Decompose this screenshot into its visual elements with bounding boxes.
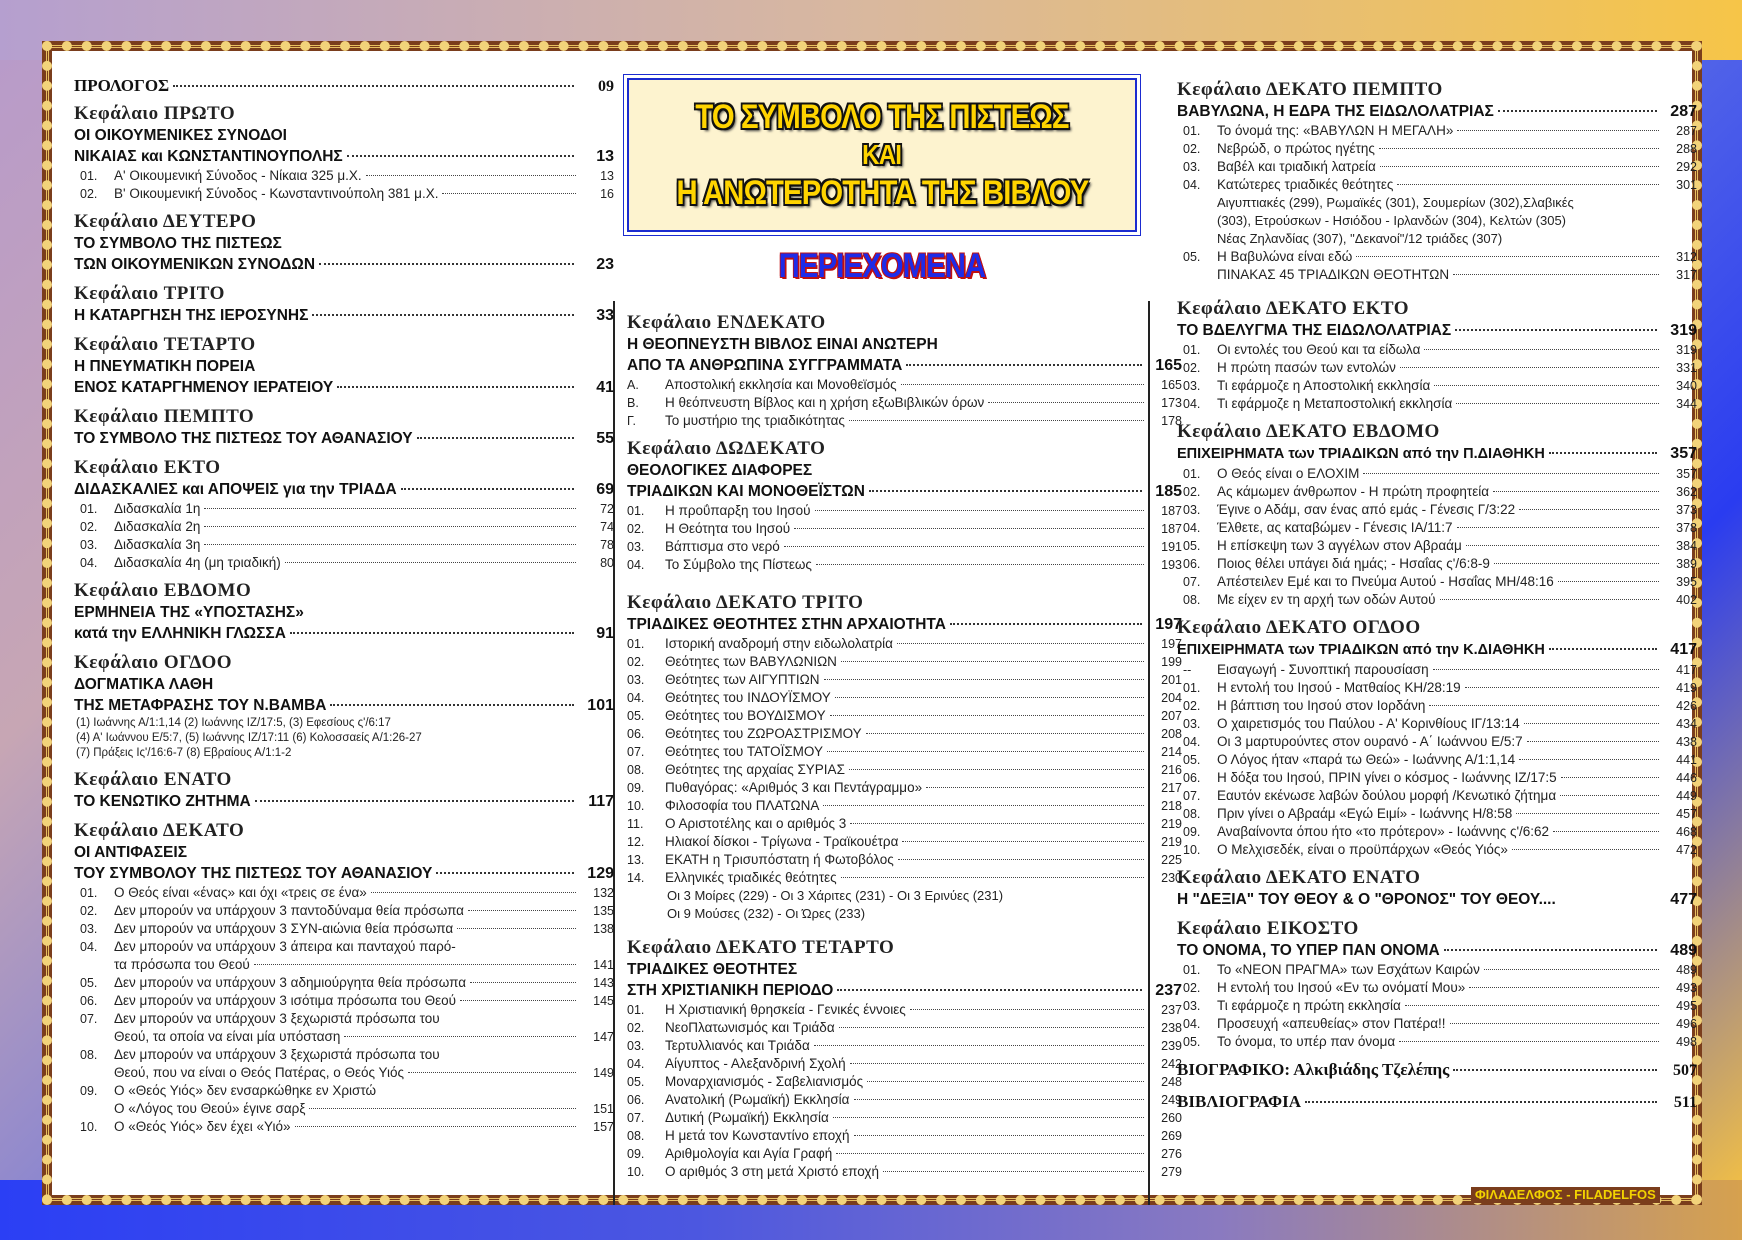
chapter-heading: Κεφάλαιο ΕΝΔΕΚΑΤΟ (627, 312, 826, 333)
author-signature: ΦΙΛΑΔΕΛΦΟΣ - FILADELFOS (1471, 1187, 1660, 1203)
toc-item[interactable]: 02. Δεν μπορούν να υπάρχουν 3 παντοδύναμα θεία πρόσωπα 135 (80, 903, 614, 918)
toc-item[interactable]: 09. Αριθμολογία και Αγία Γραφή 276 (627, 1146, 1182, 1161)
toc-item[interactable]: -- Εισαγωγή - Συνοπτική παρουσίαση 417 (1183, 662, 1697, 677)
chapter-13 (627, 592, 1182, 923)
biography-entry[interactable]: ΒΙΟΓΡΑΦΙΚΟ: Αλκιβιάδης Τζελέπης 507 (1177, 1060, 1697, 1079)
chapter-title: ΟΙ ΟΙΚΟΥΜΕΝΙΚΕΣ ΣΥΝΟΔΟΙ (74, 127, 287, 144)
toc-item[interactable]: 03. Βαβέλ και τριαδική λατρεία 292 (1183, 159, 1697, 174)
chapter-heading: Κεφάλαιο ΕΚΤΟ (74, 457, 221, 478)
toc-item[interactable]: 02. Ας κάμωμεν άνθρωπον - Η πρώτη προφητεία 362 (1183, 484, 1697, 499)
chapter-title: ΕΡΜΗΝΕΙΑ ΤΗΣ «ΥΠΟΣΤΑΣΗΣ» (74, 604, 304, 621)
chapter-3 (74, 283, 614, 326)
chapter-heading: Κεφάλαιο ΤΡΙΤΟ (74, 283, 225, 304)
toc-item[interactable]: 02. Η πρώτη πασών των εντολών 331 (1183, 360, 1697, 375)
toc-item[interactable]: 07. Δεν μπορούν να υπάρχουν 3 ξεχωριστά πρόσωπα του (80, 1011, 440, 1026)
toc-item[interactable]: Ο «Λόγος του Θεού» έγινε σαρξ 151 (114, 1101, 614, 1116)
chapter-title-entry[interactable]: ΕΠΙΧΕΙΡΗΜΑΤΑ των ΤΡΙΑΔΙΚΩΝ από την Κ.ΔΙΑΘΗΚΗ 417 (1177, 641, 1697, 658)
toc-item[interactable]: 13. ΕΚΑΤΗ η Τρισυπόστατη ή Φωτοβόλος 225 (627, 852, 1182, 867)
chapter-heading: Κεφάλαιο ΔΩΔΕΚΑΤΟ (627, 438, 826, 459)
toc-item[interactable]: 08. Δεν μπορούν να υπάρχουν 3 ξεχωριστά πρόσωπα του (80, 1047, 440, 1062)
chapter-heading: Κεφάλαιο ΕΙΚΟΣΤΟ (1177, 918, 1359, 939)
toc-item[interactable]: 04. Προσευχή «απευθείας» στον Πατέρα!! 496 (1183, 1016, 1697, 1031)
toc-item[interactable]: Α. Αποστολική εκκλησία και Μονοθεϊσμός 165 (627, 377, 1182, 392)
chapter-title-entry[interactable]: ΤΟ ΣΥΜΒΟΛΟ ΤΗΣ ΠΙΣΤΕΩΣ ΤΟΥ ΑΘΑΝΑΣΙΟΥ 55 (74, 430, 614, 447)
toc-item[interactable]: 05. Η Βαβυλώνα είναι εδώ 312 (1183, 249, 1697, 264)
reference-note: (7) Πράξεις Ις'/16:6-7 (8) Εβραίους Α/1:1-2 (76, 747, 292, 759)
toc-item[interactable]: 05. Δεν μπορούν να υπάρχουν 3 αδημιούργητα θεία πρόσωπα 143 (80, 975, 614, 990)
toc-item[interactable]: 03. Έγινε ο Αδάμ, σαν ένας από εμάς - Γένεσις Γ/3:22 373 (1183, 502, 1697, 517)
reference-note: (1) Ιωάννης Α/1:1,14 (2) Ιωάννης ΙΖ/17:5, (3) Εφεσίους ς'/6:17 (76, 717, 391, 729)
chapter-title-entry[interactable]: ΕΠΙΧΕΙΡΗΜΑΤΑ των ΤΡΙΑΔΙΚΩΝ από την Π.ΔΙΑΘΗΚΗ 357 (1177, 445, 1697, 462)
chapter-title: ΤΟ ΣΥΜΒΟΛΟ ΤΗΣ ΠΙΣΤΕΩΣ (74, 235, 282, 252)
toc-item[interactable]: 09. Ο «Θεός Υιός» δεν ενσαρκώθηκε εν Χριστώ (80, 1083, 377, 1098)
reference-note: (4) Α' Ιωάννου Ε/5:7, (5) Ιωάννης ΙΖ/17:11 (6) Κολοσσαείς Α/1:26-27 (76, 732, 422, 744)
toc-item[interactable]: 14. Ελληνικές τριαδικές θεότητες 230 (627, 870, 1182, 885)
chapter-6 (74, 457, 614, 572)
chapter-title-entry[interactable]: ΤΡΙΑΔΙΚΩΝ ΚΑΙ ΜΟΝΟΘΕΪΣΤΩΝ 185 (627, 483, 1182, 500)
toc-item[interactable]: 05. Θεότητες του ΒΟΥΔΙΣΜΟΥ 207 (627, 708, 1182, 723)
toc-item[interactable]: 09. Πυθαγόρας: «Αριθμός 3 και Πεντάγραμμο» 217 (627, 780, 1182, 795)
toc-item[interactable]: 02. Νεβρώδ, ο πρώτος ηγέτης 288 (1183, 141, 1697, 156)
chapter-10 (74, 820, 614, 1136)
chapter-19 (1177, 867, 1697, 910)
chapter-title-entry[interactable]: Η "ΔΕΞΙΑ" ΤΟΥ ΘΕΟΥ & Ο "ΘΡΟΝΟΣ" ΤΟΥ ΘΕΟΥ.... 477 (1177, 891, 1697, 908)
bibliography-entry[interactable]: ΒΙΒΛΙΟΓΡΑΦΙΑ 511 (1177, 1092, 1697, 1111)
toc-item[interactable]: τα πρόσωπα του Θεού 141 (114, 957, 614, 972)
chapter-1 (74, 103, 614, 203)
toc-item[interactable]: 12. Ηλιακοί δίσκοι - Τρίγωνα - Τραϊκουέτρα 219 (627, 834, 1182, 849)
toc-item[interactable]: 04. Οι 3 μαρτυρούντες στον ουρανό - Α΄ Ιωάννου Ε/5:7 438 (1183, 734, 1697, 749)
chapter-title-entry[interactable]: ΤΡΙΑΔΙΚΕΣ ΘΕΟΤΗΤΕΣ ΣΤΗΝ ΑΡΧΑΙΟΤΗΤΑ 197 (627, 616, 1182, 633)
toc-column-2 (627, 306, 1182, 1189)
chapter-title-entry[interactable]: ΣΤΗ ΧΡΙΣΤΙΑΝΙΚΗ ΠΕΡΙΟΔΟ 237 (627, 982, 1182, 999)
toc-item[interactable]: 01. Οι εντολές του Θεού και τα είδωλα 319 (1183, 342, 1697, 357)
toc-item[interactable]: 01. Το όνομά της: «ΒΑΒΥΛΩΝ Η ΜΕΓΑΛΗ» 287 (1183, 123, 1697, 138)
toc-item[interactable]: 03. Ο χαιρετισμός του Παύλου - Α' Κορινθίους ΙΓ/13:14 434 (1183, 716, 1697, 731)
chapter-5 (74, 406, 614, 449)
chapter-title: ΘΕΟΛΟΓΙΚΕΣ ΔΙΑΦΟΡΕΣ (627, 462, 813, 479)
toc-subitem: Αιγυπτιακές (299), Ρωμαϊκές (301), Σουμερίων (302),Σλαβικές (1217, 195, 1574, 210)
toc-item[interactable]: 08. Πριν γίνει ο Αβραάμ «Εγώ Ειμί» - Ιωάννης Η/8:58 457 (1183, 806, 1697, 821)
toc-item[interactable]: 02. ΝεοΠλατωνισμός και Τριάδα 238 (627, 1020, 1182, 1035)
toc-item[interactable]: 10. Ο Μελχισεδέκ, είναι ο προϋπάρχων «Θεός Υιός» 472 (1183, 842, 1697, 857)
chapter-15 (1177, 79, 1697, 284)
toc-item[interactable]: 08. Θεότητες της αρχαίας ΣΥΡΙΑΣ 216 (627, 762, 1182, 777)
chapter-2 (74, 211, 614, 275)
book-title-box (627, 78, 1137, 232)
chapter-title-entry[interactable]: κατά την ΕΛΛΗΝΙΚΗ ΓΛΩΣΣΑ 91 (74, 625, 614, 642)
toc-column-3 (1177, 73, 1697, 1113)
toc-item[interactable]: 04. Διδασκαλία 4η (μη τριαδική) 80 (80, 555, 614, 570)
chapter-heading: Κεφάλαιο ΔΕΚΑΤΟ (74, 820, 245, 841)
toc-subitem: (303), Ετρούσκων - Ησιόδου - Ιρλανδών (304), Κελτών (305) (1217, 213, 1567, 228)
toc-item[interactable]: Θεού, τα οποία να είναι μία υπόσταση 147 (114, 1029, 614, 1044)
chapter-heading: Κεφάλαιο ΔΕΚΑΤΟ ΕΚΤΟ (1177, 298, 1410, 319)
toc-item[interactable]: 03. Τι εφάρμοζε η Αποστολική εκκλησία 340 (1183, 378, 1697, 393)
chapter-heading: Κεφάλαιο ΔΕΚΑΤΟ ΤΡΙΤΟ (627, 592, 864, 613)
chapter-title: Η ΘΕΟΠΝΕΥΣΤΗ ΒΙΒΛΟΣ ΕΙΝΑΙ ΑΝΩΤΕΡΗ (627, 336, 938, 353)
contents-heading: ΠΕΡΙΕΧΟΜΕΝΑ (778, 247, 986, 285)
toc-item[interactable]: 01. Διδασκαλία 1η 72 (80, 501, 614, 516)
toc-item[interactable]: 04. Αίγυπτος - Αλεξανδρινή Σχολή 242 (627, 1056, 1182, 1071)
chapter-heading: Κεφάλαιο ΕΝΑΤΟ (74, 769, 232, 790)
chapter-title: ΤΡΙΑΔΙΚΕΣ ΘΕΟΤΗΤΕΣ (627, 961, 798, 978)
chapter-title-entry[interactable]: ΑΠΟ ΤΑ ΑΝΘΡΩΠΙΝΑ ΣΥΓΓΡΑΜΜΑΤΑ 165 (627, 357, 1182, 374)
toc-item[interactable]: 01. Η Χριστιανική θρησκεία - Γενικές έννοιες 237 (627, 1002, 1182, 1017)
toc-subitem: Οι 3 Μοίρες (229) - Οι 3 Χάριτες (231) - Οι 3 Ερινύες (231) (667, 888, 1004, 903)
chapter-16 (1177, 298, 1697, 413)
chapter-heading: Κεφάλαιο ΠΡΩΤΟ (74, 103, 236, 124)
toc-item[interactable]: 08. Η μετά τον Κωνσταντίνο εποχή 269 (627, 1128, 1182, 1143)
toc-item[interactable]: 06. Δεν μπορούν να υπάρχουν 3 ισότιμα πρόσωπα του Θεού 145 (80, 993, 614, 1008)
toc-item[interactable]: 01. Ο Θεός είναι «ένας» και όχι «τρεις σε ένα» 132 (80, 885, 614, 900)
toc-item[interactable]: 02. Η εντολή του Ιησού «Εν τω ονόματί Μου» 493 (1183, 980, 1697, 995)
toc-item[interactable]: 02. Η βάπτιση του Ιησού στον Ιορδάνη 426 (1183, 698, 1697, 713)
chapter-heading: Κεφάλαιο ΔΕΚΑΤΟ ΠΕΜΠΤΟ (1177, 79, 1443, 100)
chapter-14 (627, 937, 1182, 1181)
toc-item[interactable]: 02. Θεότητες των ΒΑΒΥΛΩΝΙΩΝ 199 (627, 654, 1182, 669)
toc-item[interactable]: 07. Δυτική (Ρωμαϊκή) Εκκλησία 260 (627, 1110, 1182, 1125)
toc-subitem: Οι 9 Μούσες (232) - Οι Ώρες (233) (667, 906, 866, 921)
chapter-12 (627, 438, 1182, 574)
toc-subitem: Νέας Ζηλανδίας (307), "Δεκανοί"/12 τριάδες (307) (1217, 231, 1503, 246)
book-title-line-1: ΤΟ ΣΥΜΒΟΛΟ ΤΗΣ ΠΙΣΤΕΩΣ (695, 98, 1069, 136)
chapter-7 (74, 580, 614, 644)
book-title-line-3: Η ΑΝΩΤΕΡΟΤΗΤΑ ΤΗΣ ΒΙΒΛΟΥ (676, 174, 1088, 212)
chapter-heading: Κεφάλαιο ΤΕΤΑΡΤΟ (74, 334, 256, 355)
chapter-title-entry[interactable]: ΝΙΚΑΙΑΣ και ΚΩΝΣΤΑΝΤΙΝΟΥΠΟΛΗΣ 13 (74, 148, 614, 165)
toc-item[interactable]: 03. Διδασκαλία 3η 78 (80, 537, 614, 552)
toc-item[interactable]: 04. Δεν μπορούν να υπάρχουν 3 άπειρα και πανταχού παρό- (80, 939, 456, 954)
toc-item[interactable]: 05. Μοναρχιανισμός - Σαβελιανισμός 248 (627, 1074, 1182, 1089)
toc-item[interactable]: 01. Η εντολή του Ιησού - Ματθαίος ΚΗ/28:19 419 (1183, 680, 1697, 695)
toc-column-1 (74, 59, 614, 1144)
chapter-17 (1177, 421, 1697, 609)
toc-item[interactable]: 10. Ο «Θεός Υιός» δεν έχει «Υιό» 157 (80, 1119, 614, 1134)
toc-item[interactable]: 10. Φιλοσοφία του ΠΛΑΤΩΝΑ 218 (627, 798, 1182, 813)
chapter-title-entry[interactable]: ΤΟ ΚΕΝΩΤΙΚΟ ΖΗΤΗΜΑ 117 (74, 793, 614, 810)
toc-item[interactable]: Β. Η θεόπνευστη Βίβλος και η χρήση εξωΒιβλικών όρων 173 (627, 395, 1182, 410)
chapter-title: ΟΙ ΑΝΤΙΦΑΣΕΙΣ (74, 844, 188, 861)
chapter-20 (1177, 918, 1697, 1051)
toc-item[interactable]: 03. Τερτυλλιανός και Τριάδα 239 (627, 1038, 1182, 1053)
chapter-heading: Κεφάλαιο ΟΓΔΟΟ (74, 652, 233, 673)
toc-item[interactable]: 03. Δεν μπορούν να υπάρχουν 3 ΣΥΝ-αιώνια θεία πρόσωπα 138 (80, 921, 614, 936)
toc-item[interactable]: 04. Κατώτερες τριαδικές θεότητες 301 (1183, 177, 1697, 192)
chapter-heading: Κεφάλαιο ΔΕΚΑΤΟ ΕΝΑΤΟ (1177, 867, 1421, 888)
toc-item[interactable]: 04. Έλθετε, ας καταβώμεν - Γένεσις ΙΑ/11:7 378 (1183, 520, 1697, 535)
toc-item[interactable]: 01. Η προΰπαρξη του Ιησού 187 (627, 503, 1182, 518)
toc-item[interactable]: 02. Διδασκαλία 2η 74 (80, 519, 614, 534)
toc-item[interactable]: ΠΙΝΑΚΑΣ 45 ΤΡΙΑΔΙΚΩΝ ΘΕΟΤΗΤΩΝ 317 (1217, 267, 1697, 282)
toc-item[interactable]: 02. Β' Οικουμενική Σύνοδος - Κωνσταντινούπολη 381 μ.Χ. 16 (80, 186, 614, 201)
chapter-title-entry[interactable]: ΒΑΒΥΛΩΝΑ, Η ΕΔΡΑ ΤΗΣ ΕΙΔΩΛΟΛΑΤΡΙΑΣ 287 (1177, 103, 1697, 120)
toc-item[interactable]: 03. Βάπτισμα στο νερό 191 (627, 539, 1182, 554)
book-title-line-2: ΚΑΙ (862, 139, 902, 170)
chapter-title-entry[interactable]: ΔΙΔΑΣΚΑΛΙΕΣ και ΑΠΟΨΕΙΣ για την ΤΡΙΑΔΑ 69 (74, 481, 614, 498)
chapter-title-entry[interactable]: Η ΚΑΤΑΡΓΗΣΗ ΤΗΣ ΙΕΡΟΣΥΝΗΣ 33 (74, 307, 614, 324)
toc-item[interactable]: 06. Θεότητες του ΖΩΡΟΑΣΤΡΙΣΜΟΥ 208 (627, 726, 1182, 741)
toc-page (42, 41, 1702, 1205)
chapter-title: Η ΠΝΕΥΜΑΤΙΚΗ ΠΟΡΕΙΑ (74, 358, 256, 375)
chapter-title-entry[interactable]: ΤΟ ΟΝΟΜΑ, ΤΟ ΥΠΕΡ ΠΑΝ ΟΝΟΜΑ 489 (1177, 942, 1697, 959)
toc-item[interactable]: 04. Θεότητες του ΙΝΔΟΥΪΣΜΟΥ 204 (627, 690, 1182, 705)
toc-item[interactable]: 04. Τι εφάρμοζε η Μεταποστολική εκκλησία 344 (1183, 396, 1697, 411)
toc-item[interactable]: 08. Με είχεν εν τη αρχή των οδών Αυτού 402 (1183, 592, 1697, 607)
chapter-heading: Κεφάλαιο ΔΕΚΑΤΟ ΤΕΤΑΡΤΟ (627, 937, 895, 958)
toc-item[interactable]: 06. Η δόξα του Ιησού, ΠΡΙΝ γίνει ο κόσμος - Ιωάννης ΙΖ/17:5 446 (1183, 770, 1697, 785)
chapter-title: ΔΟΓΜΑΤΙΚΑ ΛΑΘΗ (74, 676, 214, 693)
chapter-heading: Κεφάλαιο ΔΕΚΑΤΟ ΟΓΔΟΟ (1177, 617, 1421, 638)
toc-item[interactable]: 05. Η επίσκεψη των 3 αγγέλων στον Αβραάμ 384 (1183, 538, 1697, 553)
chapter-heading: Κεφάλαιο ΠΕΜΠΤΟ (74, 406, 255, 427)
chapter-title-entry[interactable]: ΤΟ ΒΔΕΛΥΓΜΑ ΤΗΣ ΕΙΔΩΛΟΛΑΤΡΙΑΣ 319 (1177, 322, 1697, 339)
chapter-4 (74, 334, 614, 398)
toc-item[interactable]: 04. Το Σύμβολο της Πίστεως 193 (627, 557, 1182, 572)
chapter-title-entry[interactable]: ΤΟΥ ΣΥΜΒΟΛΟΥ ΤΗΣ ΠΙΣΤΕΩΣ ΤΟΥ ΑΘΑΝΑΣΙΟΥ 129 (74, 865, 614, 882)
toc-item[interactable]: 06. Ποιος θέλει υπάγει διά ημάς; - Ησαΐας ς'/6:8-9 389 (1183, 556, 1697, 571)
chapter-title-entry[interactable]: ΕΝΟΣ ΚΑΤΑΡΓΗΜΕΝΟΥ ΙΕΡΑΤΕΙΟΥ 41 (74, 379, 614, 396)
toc-item[interactable]: 09. Αναβαίνοντα όπου ήτο «το πρότερον» - Ιωάννης ς'/6:62 468 (1183, 824, 1697, 839)
chapter-heading: Κεφάλαιο ΕΒΔΟΜΟ (74, 580, 252, 601)
chapter-11 (627, 312, 1182, 430)
toc-item[interactable]: 06. Ανατολική (Ρωμαϊκή) Εκκλησία 249 (627, 1092, 1182, 1107)
toc-item[interactable]: 05. Το όνομα, το υπέρ παν όνομα 498 (1183, 1034, 1697, 1049)
toc-item[interactable]: Γ. Το μυστήριο της τριαδικότητας 178 (627, 413, 1182, 428)
chapter-heading: Κεφάλαιο ΔΕΚΑΤΟ ΕΒΔΟΜΟ (1177, 421, 1440, 442)
prologue-entry[interactable]: ΠΡΟΛΟΓΟΣ 09 (74, 76, 614, 95)
chapter-8 (74, 652, 614, 761)
toc-item[interactable]: 07. Απέστειλεν Εμέ και το Πνεύμα Αυτού - Ησαΐας ΜΗ/48:16 395 (1183, 574, 1697, 589)
toc-item[interactable]: 03. Τι εφάρμοζε η πρώτη εκκλησία 495 (1183, 998, 1697, 1013)
toc-item[interactable]: 10. Ο αριθμός 3 στη μετά Χριστό εποχή 279 (627, 1164, 1182, 1179)
toc-item[interactable]: 01. Ιστορική αναδρομή στην ειδωλολατρία 197 (627, 636, 1182, 651)
toc-item[interactable]: 02. Η Θεότητα του Ιησού 187 (627, 521, 1182, 536)
toc-item[interactable]: 01. Ο Θεός είναι ο ΕΛΟΧΙΜ 357 (1183, 466, 1697, 481)
toc-item[interactable]: Θεού, που να είναι ο Θεός Πατέρας, ο Θεός Υιός 149 (114, 1065, 614, 1080)
toc-item[interactable]: 07. Θεότητες του ΤΑΤΟΪΣΜΟΥ 214 (627, 744, 1182, 759)
chapter-9 (74, 769, 614, 812)
toc-item[interactable]: 01. Α' Οικουμενική Σύνοδος - Νίκαια 325 μ.Χ. 13 (80, 168, 614, 183)
toc-item[interactable]: 07. Εαυτόν εκένωσε λαβών δούλου μορφή /Κενωτικό ζήτημα 449 (1183, 788, 1697, 803)
chapter-18 (1177, 617, 1697, 859)
toc-item[interactable]: 03. Θεότητες των ΑΙΓΥΠΤΙΩΝ 201 (627, 672, 1182, 687)
toc-item[interactable]: 01. Το «ΝΕΟΝ ΠΡΑΓΜΑ» των Εσχάτων Καιρών 489 (1183, 962, 1697, 977)
toc-item[interactable]: 11. Ο Αριστοτέλης και ο αριθμός 3 219 (627, 816, 1182, 831)
chapter-heading: Κεφάλαιο ΔΕΥΤΕΡΟ (74, 211, 257, 232)
toc-item[interactable]: 05. Ο Λόγος ήταν «παρά τω Θεώ» - Ιωάννης Α/1:1,14 441 (1183, 752, 1697, 767)
chapter-title-entry[interactable]: ΤΩΝ ΟΙΚΟΥΜΕΝΙΚΩΝ ΣΥΝΟΔΩΝ 23 (74, 256, 614, 273)
chapter-title-entry[interactable]: ΤΗΣ ΜΕΤΑΦΡΑΣΗΣ ΤΟΥ Ν.ΒΑΜΒΑ 101 (74, 697, 614, 714)
